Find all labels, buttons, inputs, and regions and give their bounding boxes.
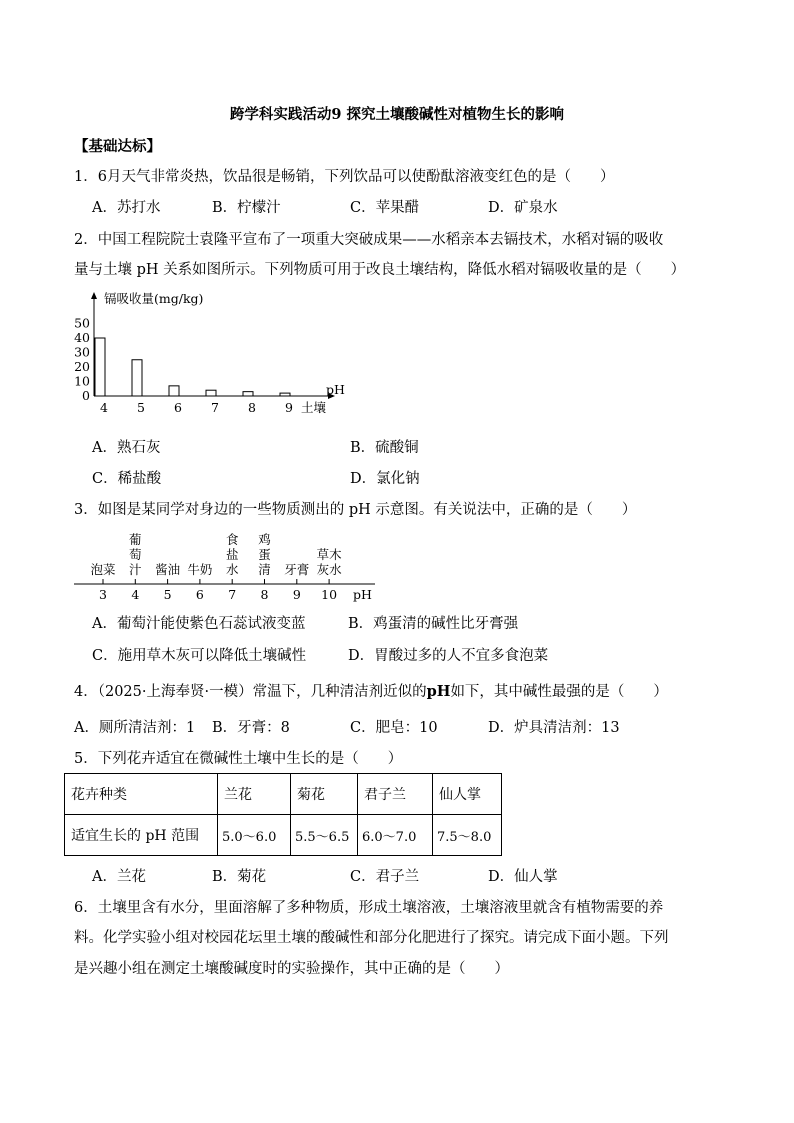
q2-option-b: B．硫酸铜 [350,440,419,456]
y-axis-label: 镉吸收量(mg/kg) [104,291,204,306]
x-tick-label: 9 [285,400,293,415]
q4-stem-suffix: 如下，其中碱性最强的是（ ） [450,684,668,700]
x-tick-label: 6 [174,400,182,415]
q5-option-b: B．菊花 [212,869,267,885]
ph-tick-label: 6 [195,587,204,602]
q3-option-b: B．鸡蛋清的碱性比牙膏强 [348,616,519,632]
substance-label: 草木灰水 [316,547,342,577]
y-tick-label: 30 [74,344,90,360]
q5-option-a: A．兰花 [92,869,146,885]
q6-line3: 是兴趣小组在测定土壤酸碱度时的实验操作，其中正确的是（ ） [74,961,509,977]
table-cell: 适宜生长的 pH 范围 [65,815,218,856]
q4-option-a: A．厕所清洁剂：1 [74,720,196,736]
ph-axis-label: pH [353,587,372,602]
q4-stem-ph: pH [426,683,451,700]
q3-stem: 3．如图是某同学对身边的一些物质测出的 pH 示意图。有关说法中，正确的是（ ） [74,502,637,518]
q4-option-c: C．肥皂：10 [350,720,438,736]
q1-option-a: A．苏打水 [92,200,161,216]
table-cell: 兰花 [218,774,291,815]
ph-scale-diagram [70,524,390,604]
q5-stem: 5．下列花卉适宜在微碱性土壤中生长的是（ ） [74,751,403,767]
y-axis-arrow [91,292,97,299]
q1-option-d: D．矿泉水 [488,200,558,216]
bar [243,392,253,396]
y-tick-label: 40 [74,330,90,345]
q6-line1: 6．土壤里含有水分，里面溶解了多种物质，形成土壤溶液，土壤溶液里就含有植物需要的养 [74,900,664,916]
ph-tick-label: 4 [131,587,140,602]
table-cell: 5.5～6.5 [291,815,358,856]
q4-option-d: D．炉具清洁剂：13 [488,720,620,736]
y-tick-label: 0 [82,388,90,403]
flower-ph-table [64,773,502,856]
table-cell: 菊花 [291,774,358,815]
ph-tick-label: 7 [228,587,237,602]
y-tick-label: 20 [74,359,90,374]
x-tick-label: 8 [248,400,256,415]
table-cell: 6.0～7.0 [358,815,433,856]
q2-option-c: C．稀盐酸 [92,471,162,487]
bar [95,338,105,396]
x-tick-label: 7 [211,400,219,415]
bar [132,360,142,396]
table-cell: 5.0～6.0 [218,815,291,856]
substance-label: 鸡蛋清 [258,532,271,577]
cadmium-absorption-chart [60,288,360,418]
q3-option-d: D．胃酸过多的人不宜多食泡菜 [348,648,549,664]
x-axis-suffix: 土壤 [301,400,327,415]
page-title: 跨学科实践活动9 探究土壤酸碱性对植物生长的影响 [229,106,565,123]
q2-stem-line2: 量与土壤 pH 关系如图所示。下列物质可用于改良土壤结构，降低水稻对镉吸收量的是（ ） [74,262,686,278]
table-row [65,815,502,856]
x-axis-label: pH [326,382,345,397]
q4-stem-prefix: 4．（2025·上海奉贤·一模）常温下，几种清洁剂近似的 [74,684,427,700]
section-heading: 【基础达标】 [74,138,161,155]
ph-tick-label: 5 [163,587,172,602]
y-tick-label: 10 [74,373,90,389]
q3-option-a: A．葡萄汁能使紫色石蕊试液变蓝 [92,616,306,632]
q1-option-c: C．苹果醋 [350,200,420,216]
ph-tick-label: 9 [292,587,301,602]
x-tick-label: 4 [100,400,108,415]
ph-tick-label: 8 [260,587,269,602]
q6-line2: 料。化学实验小组对校园花坛里土壤的酸碱性和部分化肥进行了探究。请完成下面小题。下列 [74,930,669,946]
q2-option-a: A．熟石灰 [92,440,161,456]
q5-option-d: D．仙人掌 [488,869,558,885]
q1-stem: 1．6月天气非常炎热，饮品很是畅销，下列饮品可以使酚酞溶液变红色的是（ ） [74,169,615,185]
bar [169,386,179,396]
ph-tick-label: 10 [321,587,338,602]
table-cell: 仙人掌 [433,774,502,815]
q1-option-b: B．柠檬汁 [212,200,281,216]
table-cell: 7.5～8.0 [433,815,502,856]
substance-label: 牛奶 [187,562,213,577]
substance-label: 牙膏 [284,562,310,577]
bar [280,393,290,396]
y-tick-label: 50 [74,315,90,331]
table-cell: 花卉种类 [65,774,218,815]
x-tick-label: 5 [137,400,145,415]
substance-label: 泡菜 [90,562,116,577]
q4-option-b: B．牙膏：8 [212,720,290,736]
q2-option-d: D．氯化钠 [350,471,420,487]
q2-stem-line1: 2．中国工程院院士袁隆平宣布了一项重大突破成果——水稻亲本去镉技术，水稻对镉的吸收 [74,232,664,248]
table-cell: 君子兰 [358,774,433,815]
bar [206,390,216,396]
q5-option-c: C．君子兰 [350,869,420,885]
ph-tick-label: 3 [99,587,107,602]
table-row [65,774,502,815]
q4-stem [74,680,668,701]
substance-label: 酱油 [155,562,181,577]
substance-label: 葡萄汁 [129,532,142,577]
substance-label: 食盐水 [225,532,239,577]
q3-option-c: C．施用草木灰可以降低土壤碱性 [92,648,307,664]
